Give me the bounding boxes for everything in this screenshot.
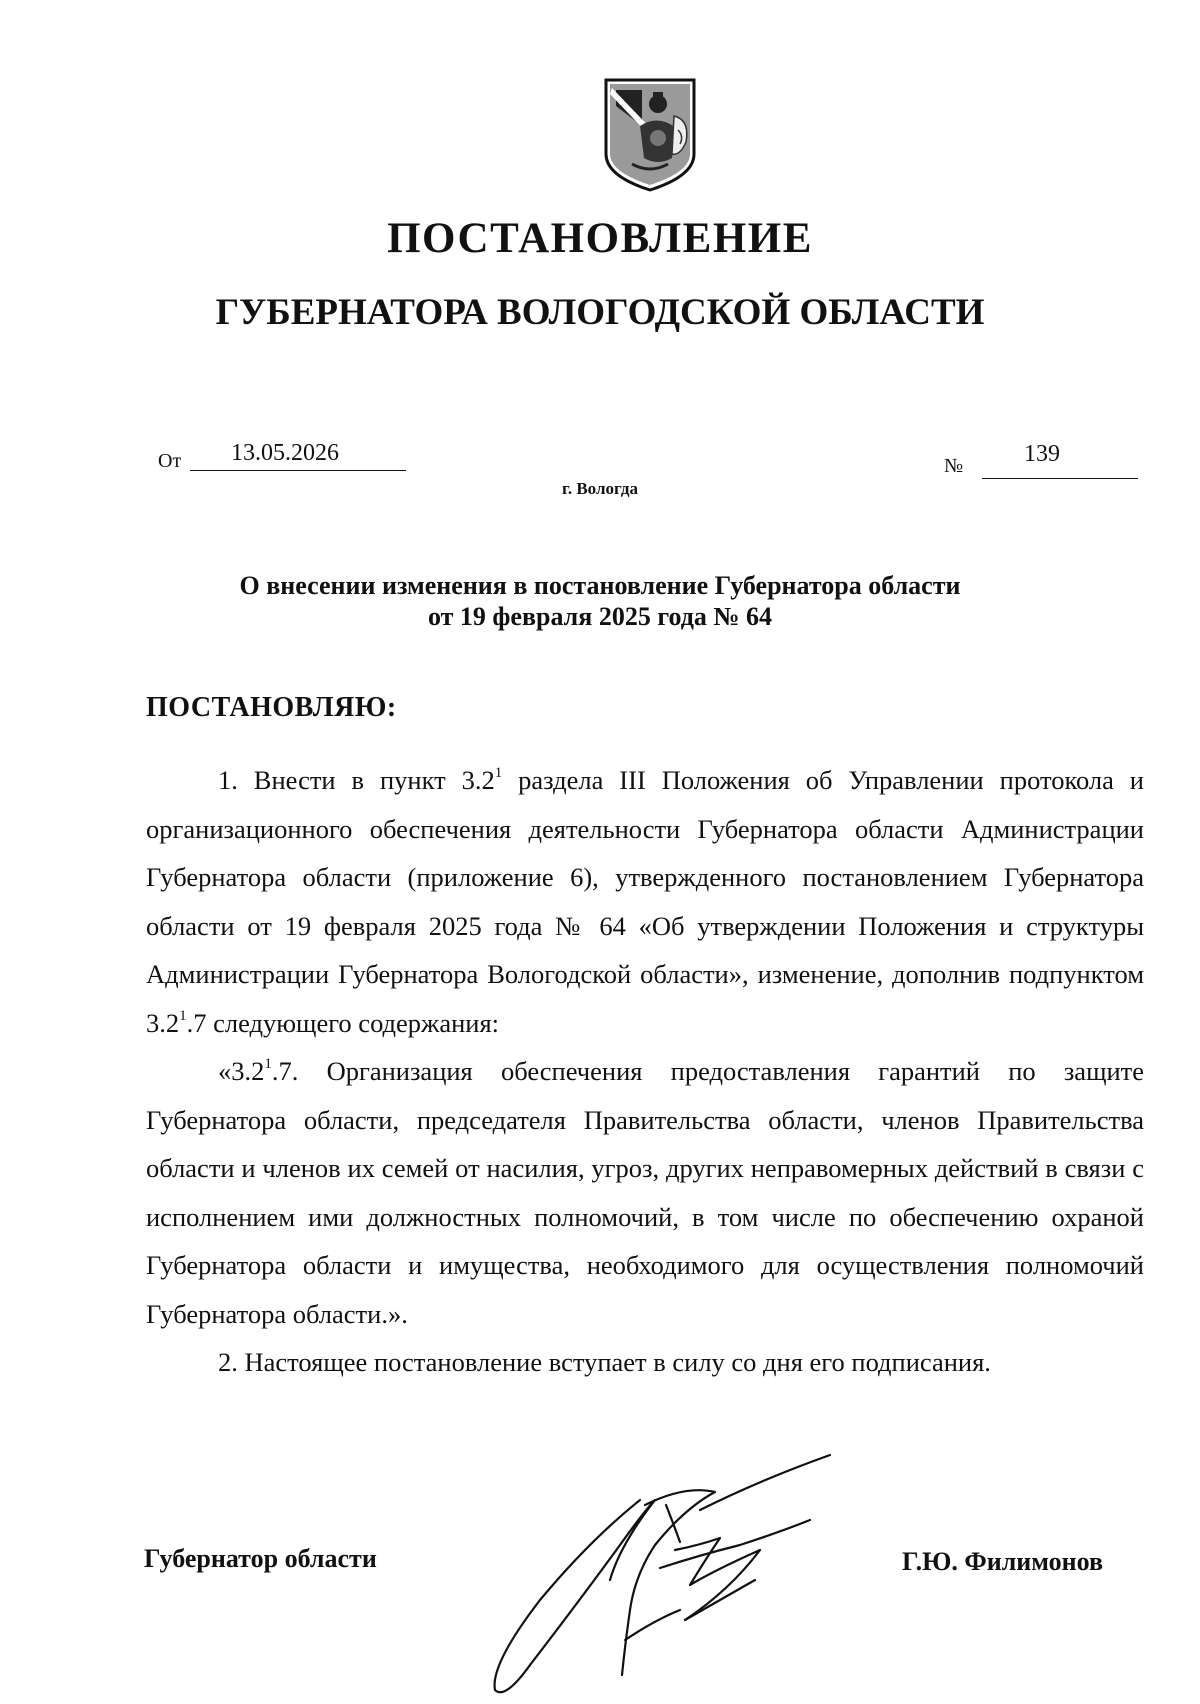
signatory-name: Г.Ю. Филимонов [902, 1547, 1104, 1576]
document-subtitle: ГУБЕРНАТОРА ВОЛОГОДСКОЙ ОБЛАСТИ [215, 292, 985, 333]
date-label: От [158, 450, 182, 472]
city: г. Вологда [562, 479, 638, 498]
paragraph-2-part-a: «3.2 [218, 1056, 265, 1086]
document-body [146, 756, 1144, 1387]
coat-of-arms-icon [602, 76, 698, 194]
number-label: № [944, 455, 964, 477]
document-date: 13.05.2026 [231, 440, 339, 466]
paragraph-1 [146, 756, 1144, 1047]
paragraph-2-part-b: .7. Организация обеспечения предоставления гарантий по защите Губернатора области, председателя Правительства области, членов Правительства области и членов их семей от насилия, угроз, других неправомерных действий в связи с исполнением ими должностных полномочий, в том числе по обеспечению охраной Губернатора области и имущества, необходимого для осуществления полномочий Губернатора области.». [146, 1056, 1144, 1329]
date-underline [190, 470, 406, 471]
document-title: ПОСТАНОВЛЕНИЕ [387, 215, 813, 262]
paragraph-2 [146, 1047, 1144, 1338]
paragraph-1-part-a: 1. Внести в пункт 3.2 [218, 765, 495, 795]
paragraph-1-part-b: раздела III Положения об Управлении протокола и организационного обеспечения деятельности Губернатора области Администрации Губернатора области (приложение 6), утвержденного постановлением Губернатора области от 19 февраля 2025 года № 64 «Об утверждении Положения и структуры Администрации Губернатора Вологодской области», изменение, дополнив подпунктом 3.2 [146, 765, 1144, 1038]
document-subject [0, 570, 1200, 632]
signatory-position: Губернатор области [144, 1544, 377, 1573]
decree-heading: ПОСТАНОВЛЯЮ: [146, 692, 397, 723]
document-number: 139 [1024, 441, 1060, 467]
handwritten-signature [470, 1450, 850, 1700]
superscript: 1 [494, 765, 503, 782]
subject-line-2: от 19 февраля 2025 года № 64 [427, 602, 773, 631]
superscript: 1 [264, 1056, 272, 1073]
paragraph-3: 2. Настоящее постановление вступает в силу со дня его подписания. [218, 1347, 991, 1377]
superscript: 1 [179, 1007, 187, 1024]
subject-line-1: О внесении изменения в постановление Губернатора области [239, 571, 961, 600]
paragraph-1-part-c: .7 следующего содержания: [186, 1007, 500, 1038]
